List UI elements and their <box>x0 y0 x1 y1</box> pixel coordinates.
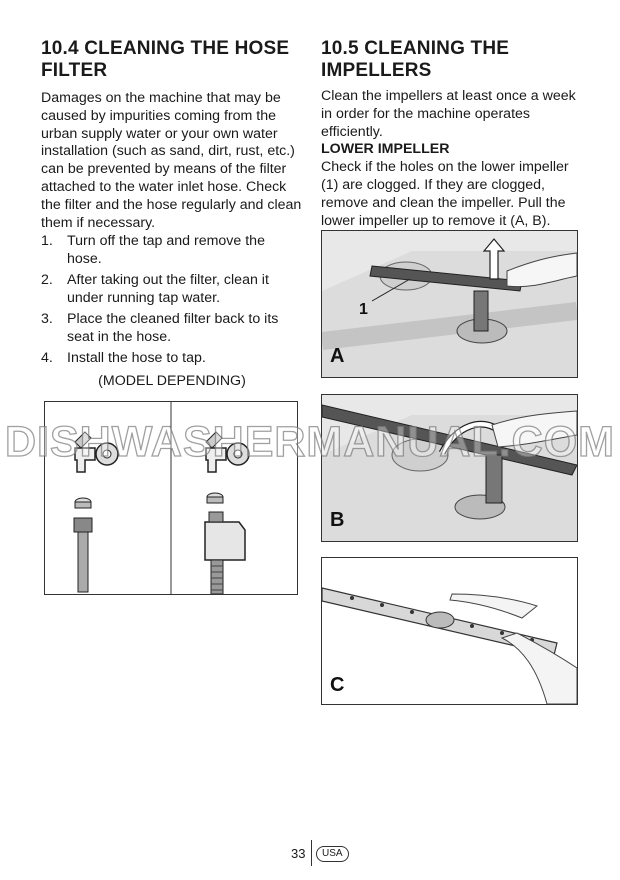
footer-divider <box>311 840 312 866</box>
watermark: DISHWASHERMANUAL.COM <box>4 418 616 466</box>
model-depending-note: (MODEL DEPENDING) <box>98 373 246 390</box>
section-title-hose-filter: 10.4 CLEANING THE HOSE FILTER <box>41 38 290 81</box>
step-item <box>41 271 303 307</box>
impeller-callout-label: 1 <box>359 301 368 318</box>
step-text: Turn off the tap and remove the hose. <box>67 233 265 268</box>
step-number: 1. <box>41 233 53 250</box>
page-number: 33 <box>291 846 306 861</box>
figure-c-drawing <box>322 558 577 704</box>
hose-filter-steps <box>41 232 303 367</box>
region-badge: USA <box>316 846 349 862</box>
filter-part-icon <box>75 498 91 508</box>
lower-impeller-text: Check if the holes on the lower impeller (1) are clogged. If they are clogged, remove and clean the impeller. Pull the lower impeller up to remove it (A, B). <box>321 159 569 229</box>
page-footer <box>0 844 620 864</box>
figure-label-c: C <box>330 674 345 696</box>
figure-b <box>321 394 578 542</box>
filter-part-icon <box>207 493 223 503</box>
impellers-intro: Clean the impellers at least once a week in order for the machine operates efficiently. <box>321 88 576 140</box>
figure-b-drawing <box>322 395 577 541</box>
step-text: Place the cleaned filter back to its seat in the hose. <box>67 311 279 346</box>
figure-c <box>321 557 578 705</box>
hose-filter-intro: Damages on the machine that may be caused by impurities coming from the urban supply water or your own water installation (such as sand, dirt, rust, etc.) can be prevented by means of the filter attached to the water inlet hose. Check the filter and the hose regularly and clean them if necessary. <box>41 90 302 231</box>
step-number: 2. <box>41 272 53 289</box>
left-column <box>41 38 303 389</box>
lower-impeller-heading: LOWER IMPELLER <box>321 141 450 158</box>
step-text: After taking out the filter, clean it under running tap water. <box>67 272 269 307</box>
right-column <box>321 38 583 230</box>
step-text: Install the hose to tap. <box>67 350 206 367</box>
step-number: 4. <box>41 350 53 367</box>
figure-a <box>321 230 578 378</box>
section-title-impellers: 10.5 CLEANING THE IMPELLERS <box>321 38 510 81</box>
step-item <box>41 349 303 367</box>
step-number: 3. <box>41 311 53 328</box>
step-item <box>41 310 303 346</box>
aquastop-hose-icon <box>205 512 245 594</box>
hose-connector-icon <box>74 518 92 592</box>
figure-label-b: B <box>330 509 345 531</box>
figure-label-a: A <box>330 345 345 367</box>
step-item <box>41 232 303 268</box>
